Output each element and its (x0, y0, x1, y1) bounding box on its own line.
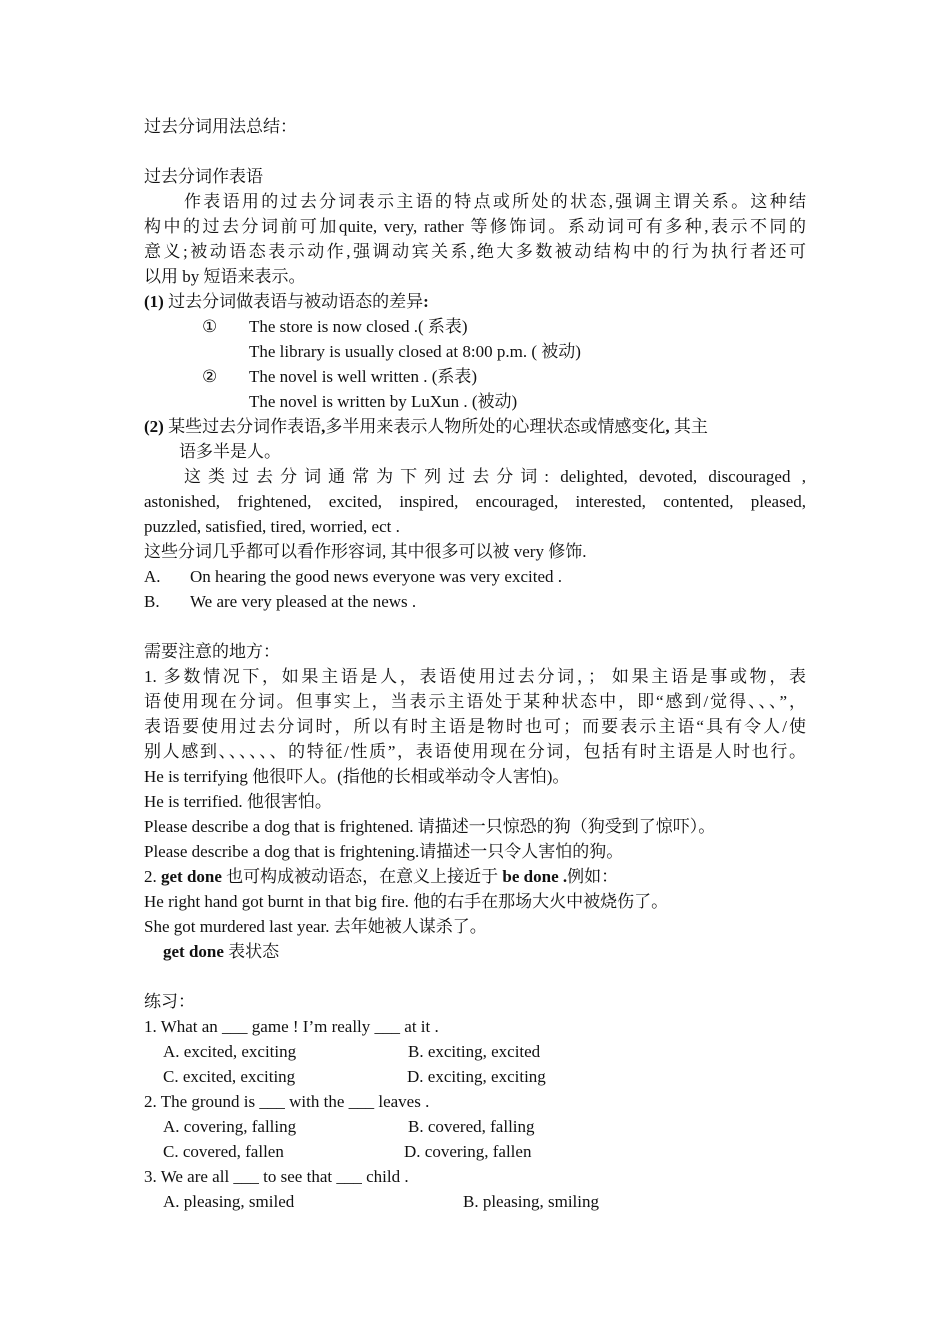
point-2-text-a: 某些过去分词作表语 (163, 417, 322, 436)
section-heading-predicative: 过去分词作表语 (144, 167, 263, 186)
item-2-line-1: The novel is well written . (系表) (249, 367, 478, 386)
question-2-option-c: C. covered, fallen (163, 1142, 284, 1161)
participle-note: 这些分词几乎都可以看作形容词, 其中很多可以被 very 修饰. (144, 542, 587, 561)
notes-point-1-line-3: 表语要使用过去分词时，所以有时主语是物时也可；而要表示主语“具有令人/使 (144, 717, 806, 736)
example-a-text: On hearing the good news everyone was very excited . (190, 567, 562, 586)
exercise-heading: 练习： (144, 992, 195, 1011)
notes-point-2-tail: 例如： (567, 867, 619, 886)
example-a-label: A. (144, 567, 161, 586)
question-2-option-b: B. covered, falling (408, 1117, 535, 1136)
intro-line-1: 作表语用的过去分词表示主语的特点或所处的状态,强调主谓关系。这种结 (184, 192, 806, 211)
notes-point-1-line-4: 别人感到、、、、、、的特征/性质”，表语使用现在分词，包括有时主语是人时也行。 (144, 742, 806, 761)
point-2-comma-1: , (321, 417, 326, 436)
notes-point-2-get-done: get done (161, 867, 222, 886)
notes-example-1: He is terrifying 他很吓人。(指他的长相或举动令人害怕)。 (144, 767, 570, 786)
intro-line-3: 意义;被动语态表示动作,强调动宾关系,绝大多数被动结构中的行为执行者还可 (144, 242, 806, 261)
notes-example-5: He right hand got burnt in that big fire. 他的右手在那场大火中被烧伤了。 (144, 892, 669, 911)
item-1-marker: ① (202, 317, 218, 336)
question-1-option-a: A. excited, exciting (163, 1042, 297, 1061)
point-2-text-b: 多半用来表示人物所处的心理状态或情感变化 (325, 417, 666, 436)
participle-list-line-2: astonished, frightened, excited, inspired, encouraged, interested, contented, pleased, (144, 492, 806, 511)
question-1-option-c: C. excited, exciting (163, 1067, 296, 1086)
question-1-option-d: D. exciting, exciting (407, 1067, 546, 1086)
point-2-heading (144, 414, 708, 439)
notes-point-2 (144, 864, 618, 889)
point-1-number: (1) (144, 292, 164, 311)
document-title: 过去分词用法总结： (144, 117, 297, 136)
notes-point-1-line-2: 语使用现在分词。但事实上，当表示主语处于某种状态中，即“感到/觉得、、、”， (144, 692, 806, 711)
notes-state-get-done: get done (163, 942, 224, 961)
point-1-colon: : (423, 292, 429, 311)
question-1: 1. What an ___ game ! I’m really ___ at it . (144, 1017, 439, 1036)
notes-example-3: Please describe a dog that is frightened. 请描述一只惊恐的狗（狗受到了惊吓）。 (144, 817, 716, 836)
notes-example-6: She got murdered last year. 去年她被人谋杀了。 (144, 917, 487, 936)
item-1-line-1: The store is now closed .( 系表) (249, 317, 468, 336)
item-1-line-2: The library is usually closed at 8:00 p.m. ( 被动) (249, 342, 581, 361)
point-2-comma-2: , (665, 417, 670, 436)
question-3: 3. We are all ___ to see that ___ child . (144, 1167, 409, 1186)
notes-point-2-mid: 也可构成被动语态，在意义上接近于 (221, 867, 503, 886)
question-1-option-b: B. exciting, excited (408, 1042, 541, 1061)
notes-example-2: He is terrified. 他很害怕。 (144, 792, 332, 811)
notes-point-2-be-done: be done . (502, 867, 568, 886)
notes-point-1-line-1: 1. 多数情况下，如果主语是人，表语使用过去分词，； 如果主语是事或物，表 (144, 667, 806, 686)
example-b-label: B. (144, 592, 160, 611)
notes-point-2-number: 2. (144, 867, 161, 886)
question-2-option-a: A. covering, falling (163, 1117, 297, 1136)
question-3-option-b: B. pleasing, smiling (463, 1192, 599, 1211)
point-2-text-c: 其主 (669, 417, 708, 436)
point-1-text: 过去分词做表语与被动语态的差异 (163, 292, 424, 311)
notes-state-text: 表状态 (223, 942, 280, 961)
point-2-line-2: 语多半是人。 (179, 442, 281, 461)
participle-list-line-1: 这类过去分词通常为下列过去分词: delighted, devoted, discouraged , (184, 467, 806, 486)
example-b-text: We are very pleased at the news . (190, 592, 417, 611)
intro-line-2: 构中的过去分词前可加quite, very, rather 等修饰词。系动词可有多种,表示不同的 (144, 217, 806, 236)
participle-list-line-3: puzzled, satisfied, tired, worried, ect . (144, 517, 400, 536)
item-2-marker: ② (202, 367, 218, 386)
point-1-heading (144, 289, 429, 314)
question-2-option-d: D. covering, fallen (404, 1142, 532, 1161)
item-2-line-2: The novel is written by LuXun . (被动) (249, 392, 518, 411)
question-3-option-a: A. pleasing, smiled (163, 1192, 295, 1211)
point-2-number: (2) (144, 417, 164, 436)
intro-line-4: 以用 by 短语来表示。 (144, 267, 306, 286)
notes-example-4: Please describe a dog that is frightening.请描述一只令人害怕的狗。 (144, 842, 624, 861)
notes-state (163, 939, 279, 964)
question-2: 2. The ground is ___ with the ___ leaves . (144, 1092, 430, 1111)
notes-heading: 需要注意的地方： (144, 642, 280, 661)
